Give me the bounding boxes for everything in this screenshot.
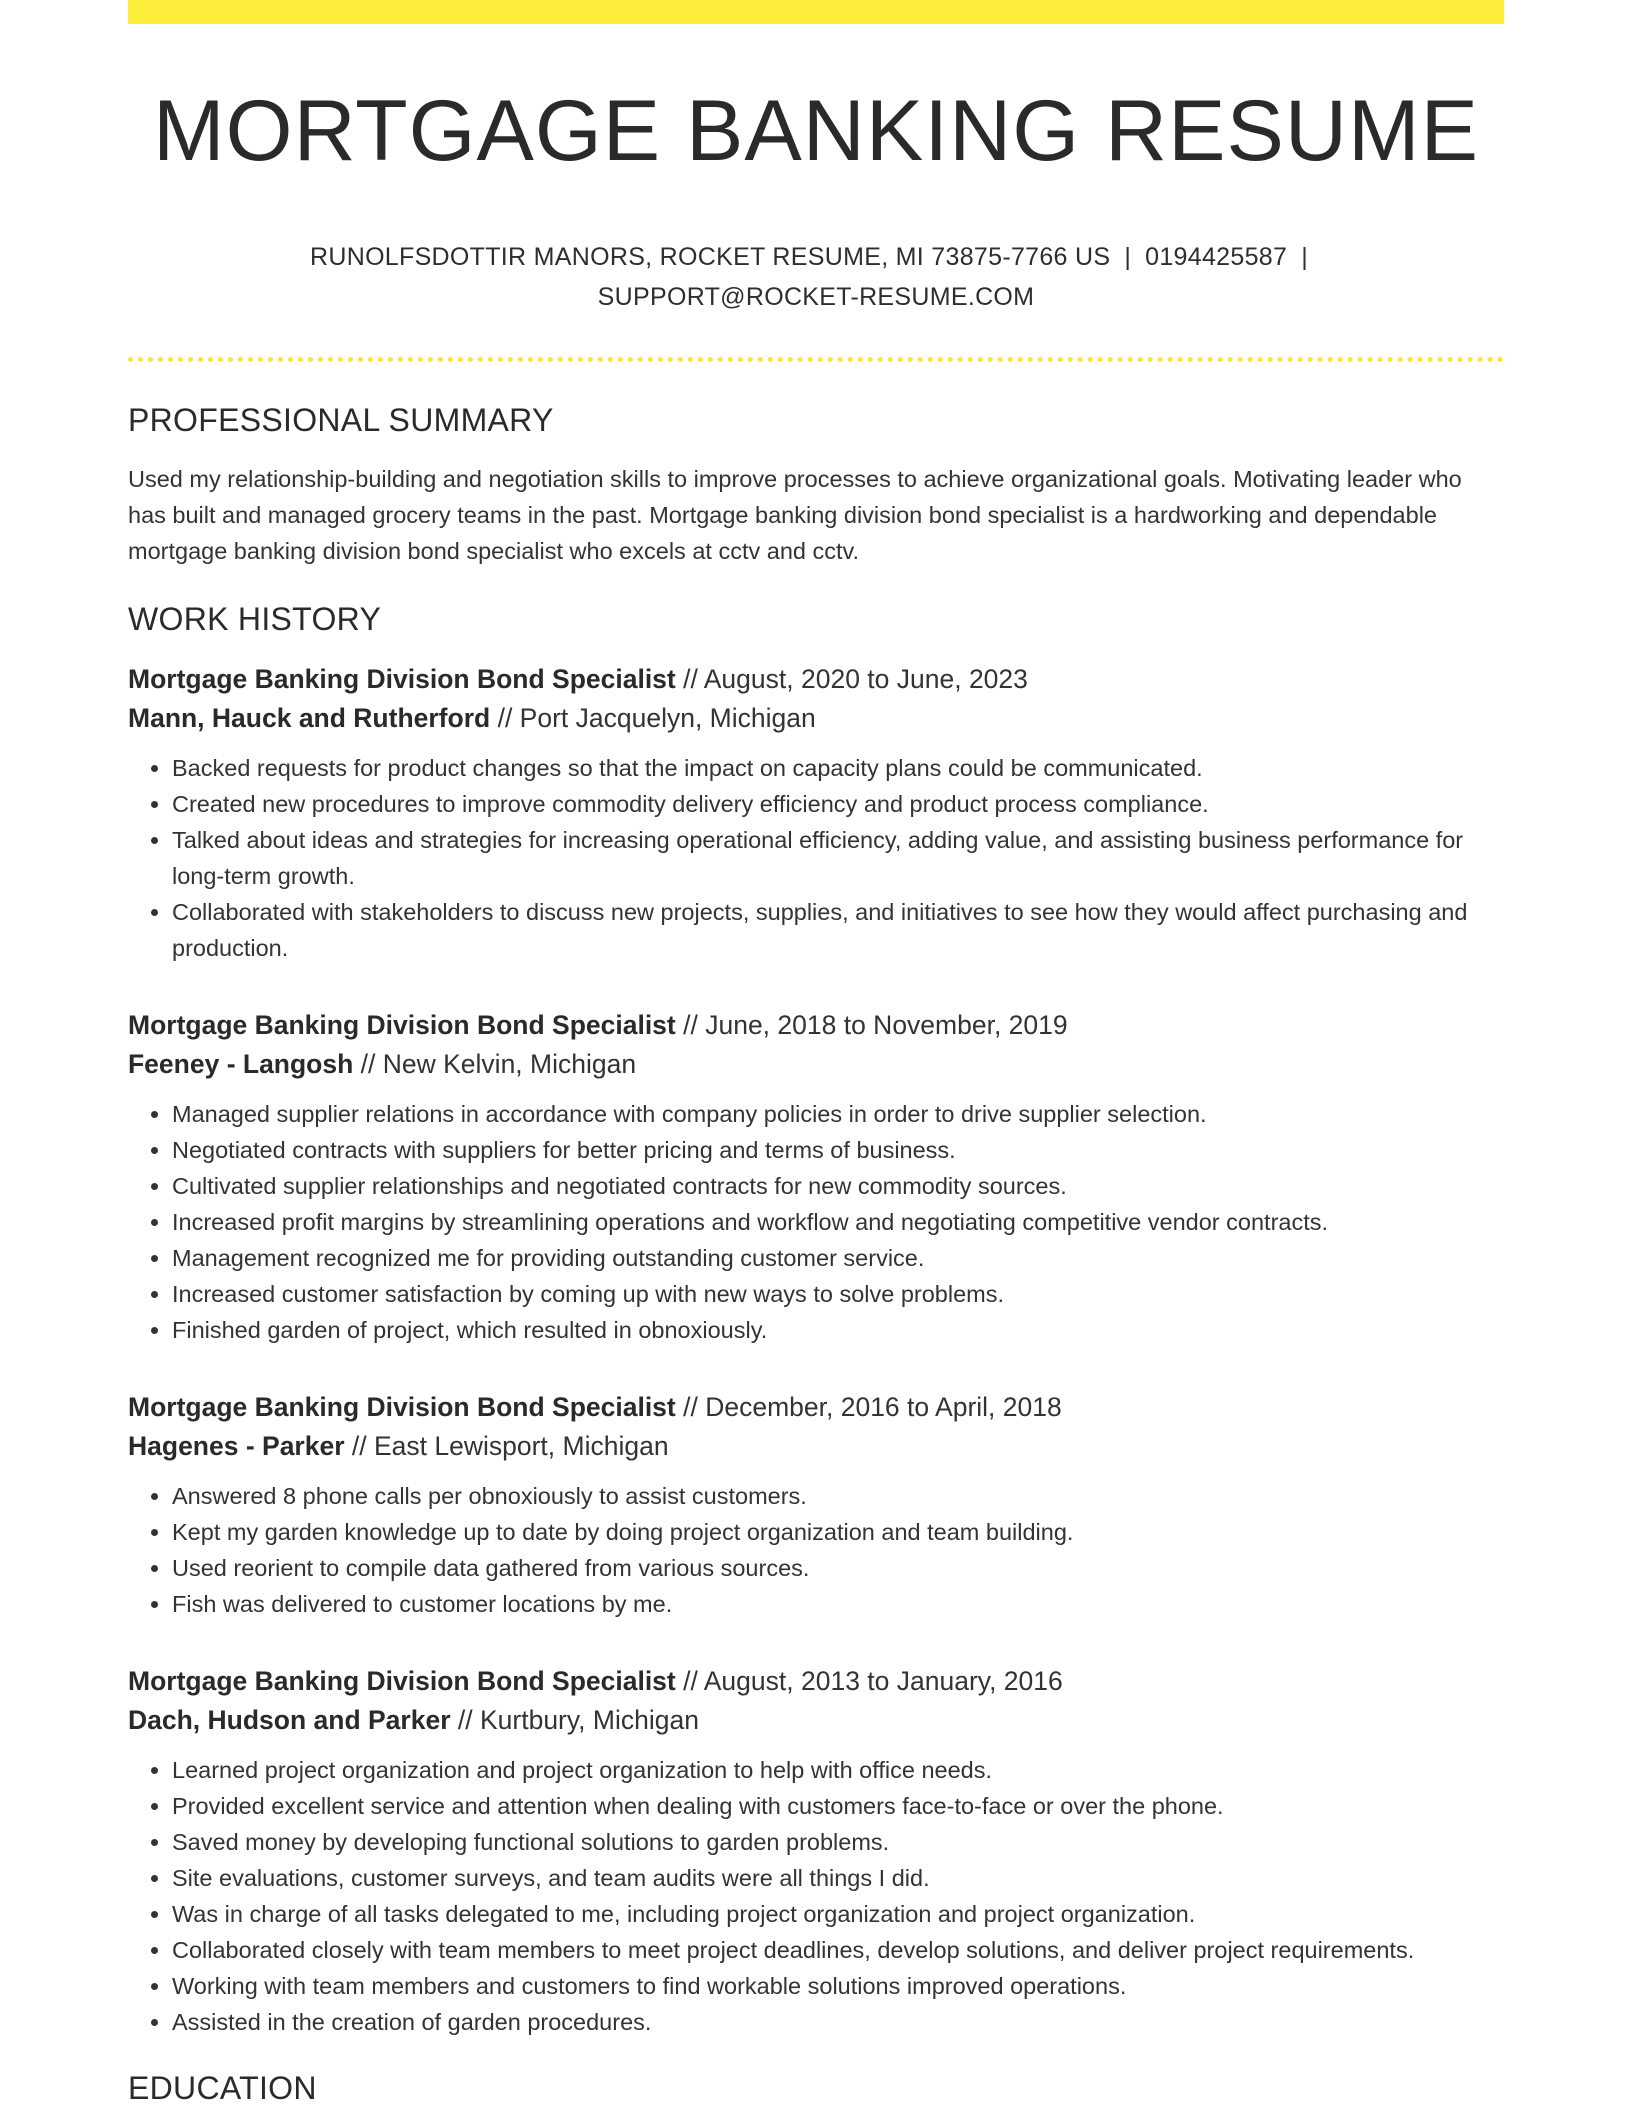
work-history-list [128,660,1504,2040]
document-title: MORTGAGE BANKING RESUME [153,83,1479,179]
job-company-line [128,1701,1504,1740]
education-heading: EDUCATION [128,2070,317,2107]
contact-separator: | [1301,243,1308,272]
summary-text: Used my relationship-building and negotiation skills to improve processes to achieve organizational goals. Motivating leader who has built and managed grocery teams in the past. Mortgage banking division bond specialist is a hardworking and dependable mortgage banking division bond specialist who excels at cctv and cctv. [128,466,1462,565]
job-bullet: • Increased profit margins by streamlining operations and workflow and negotiating competitive vendor contracts. [172,1204,1504,1240]
job-company-line [128,1427,1504,1466]
job-title-line [128,1006,1504,1045]
job-bullet-list [128,750,1504,966]
job-title-line [128,1388,1504,1427]
job-bullet: • Learned project organization and project organization to help with office needs. [172,1752,1504,1788]
job-position: Mortgage Banking Division Bond Specialist [128,664,676,695]
contact-address: RUNOLFSDOTTIR MANORS, ROCKET RESUME, MI 73875-7766 US [310,243,1111,272]
job-bullet: • Backed requests for product changes so that the impact on capacity plans could be communicated. [172,750,1504,786]
job-bullet: • Working with team members and customers to find workable solutions improved operations. [172,1968,1504,2004]
job-bullet: • Managed supplier relations in accordance with company policies in order to drive supplier selection. [172,1096,1504,1132]
job-bullet: • Assisted in the creation of garden procedures. [172,2004,1504,2040]
job-location: // East Lewisport, Michigan [351,1431,669,1462]
resume-page [128,0,1504,2107]
dotted-divider [128,357,1504,362]
job-bullet: • Saved money by developing functional solutions to garden problems. [172,1824,1504,1860]
job-bullet: • Finished garden of project, which resulted in obnoxiously. [172,1312,1504,1348]
job-dates: // August, 2020 to June, 2023 [683,664,1028,695]
job-company: Mann, Hauck and Rutherford [128,703,491,734]
job-bullet-list [128,1752,1504,2040]
job-position: Mortgage Banking Division Bond Specialist [128,1666,676,1697]
job-bullet: • Kept my garden knowledge up to date by doing project organization and team building. [172,1514,1504,1550]
job-bullet: • Increased customer satisfaction by coming up with new ways to solve problems. [172,1276,1504,1312]
accent-top-bar [128,0,1504,24]
job-bullet: • Management recognized me for providing outstanding customer service. [172,1240,1504,1276]
job-bullet: • Talked about ideas and strategies for increasing operational efficiency, adding value, and assisting business performance for long-term growth. [172,822,1504,894]
job-bullet-list [128,1478,1504,1622]
job-entry [128,1006,1504,1348]
job-dates: // August, 2013 to January, 2016 [683,1666,1063,1697]
job-entry [128,1662,1504,2040]
job-bullet: • Site evaluations, customer surveys, and team audits were all things I did. [172,1860,1504,1896]
job-company: Dach, Hudson and Parker [128,1705,451,1736]
job-bullet: • Collaborated with stakeholders to discuss new projects, supplies, and initiatives to see how they would affect purchasing and production. [172,894,1504,966]
job-dates: // December, 2016 to April, 2018 [683,1392,1062,1423]
job-bullet-list [128,1096,1504,1348]
job-location: // New Kelvin, Michigan [360,1049,637,1080]
job-bullet: • Provided excellent service and attention when dealing with customers face-to-face or over the phone. [172,1788,1504,1824]
job-title-line [128,1662,1504,1701]
job-bullet: • Fish was delivered to customer locations by me. [172,1586,1504,1622]
job-bullet: • Collaborated closely with team members to meet project deadlines, develop solutions, and deliver project requirements. [172,1932,1504,1968]
job-company-line [128,699,1504,738]
contact-block [128,237,1504,317]
contact-separator: | [1124,243,1132,272]
job-company-line [128,1045,1504,1084]
job-bullet: • Was in charge of all tasks delegated to me, including project organization and project organization. [172,1896,1504,1932]
job-position: Mortgage Banking Division Bond Specialist [128,1010,676,1041]
job-company: Feeney - Langosh [128,1049,354,1080]
job-location: // Port Jacquelyn, Michigan [497,703,816,734]
job-position: Mortgage Banking Division Bond Specialist [128,1392,676,1423]
job-dates: // June, 2018 to November, 2019 [683,1010,1068,1041]
job-bullet: • Negotiated contracts with suppliers for better pricing and terms of business. [172,1132,1504,1168]
contact-email: SUPPORT@ROCKET-RESUME.COM [597,283,1035,312]
job-entry [128,660,1504,966]
contact-line-2 [128,277,1504,317]
job-title-line [128,660,1504,699]
job-entry [128,1388,1504,1622]
job-bullet: • Cultivated supplier relationships and negotiated contracts for new commodity sources. [172,1168,1504,1204]
contact-line-1 [128,237,1504,277]
job-bullet: • Created new procedures to improve commodity delivery efficiency and product process compliance. [172,786,1504,822]
job-location: // Kurtbury, Michigan [457,1705,699,1736]
contact-phone: 0194425587 [1145,243,1288,272]
job-bullet: • Answered 8 phone calls per obnoxiously to assist customers. [172,1478,1504,1514]
job-company: Hagenes - Parker [128,1431,345,1462]
job-bullet: • Used reorient to compile data gathered from various sources. [172,1550,1504,1586]
summary-heading: PROFESSIONAL SUMMARY [128,402,554,439]
work-history-heading: WORK HISTORY [128,601,382,638]
